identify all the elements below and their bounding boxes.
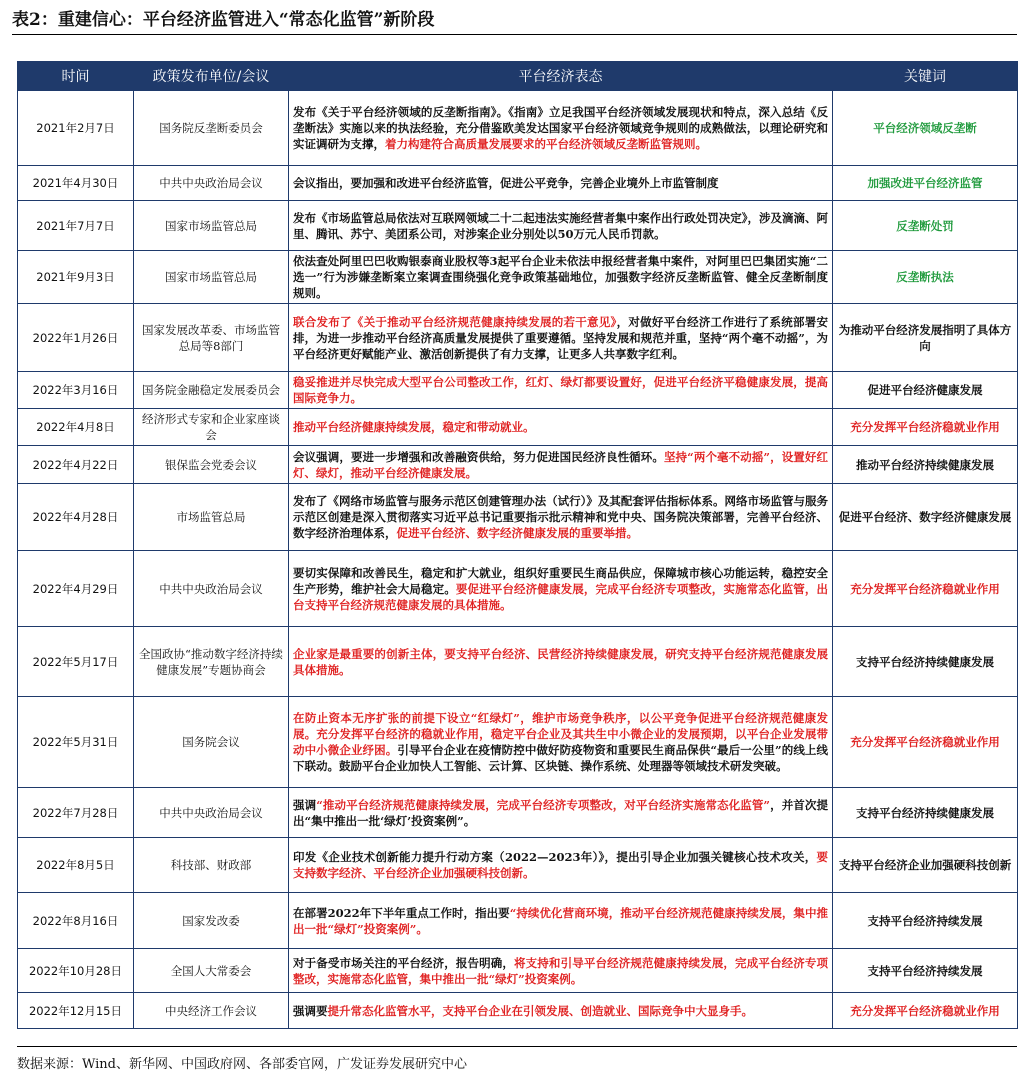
statement-segment: “持续优化营商环境，推动平台经济规范健康持续发展，集中推出一批“绿灯”投资案例”。 <box>293 905 828 936</box>
cell-time: 2022年7月28日 <box>18 788 134 838</box>
cell-keyword: 反垄断执法 <box>833 251 1018 304</box>
statement-segment: 要促进平台经济健康发展，完成平台经济专项整改，实施常态化监管，出台支持平台经济规范健康发展的具体措施。 <box>293 581 829 612</box>
cell-unit: 市场监管总局 <box>134 484 289 551</box>
cell-keyword: 支持平台经济企业加强硬科技创新 <box>833 838 1018 893</box>
statement-segment: 推动平台经济健康持续发展，稳定和带动就业。 <box>293 420 535 434</box>
table-row <box>18 484 1018 551</box>
statement-segment: 要支持数字经济、平台经济企业加强硬科技创新。 <box>293 850 828 880</box>
table-row <box>18 993 1018 1029</box>
statement-segment: 企业家是最重要的创新主体，要支持平台经济、民营经济持续健康发展，研究支持平台经济规范健康发展具体措施。 <box>293 646 828 677</box>
cell-statement <box>289 484 833 551</box>
statement-segment: 强调 <box>293 797 317 812</box>
cell-statement <box>289 409 833 446</box>
table-row <box>18 91 1018 166</box>
statement-segment: 联合发布了《关于推动平台经济规范健康持续发展的若干意见》 <box>293 314 617 329</box>
cell-unit: 全国人大常委会 <box>134 949 289 993</box>
cell-time: 2021年2月7日 <box>18 91 134 166</box>
cell-statement <box>289 788 833 838</box>
cell-keyword: 加强改进平台经济监管 <box>833 166 1018 201</box>
statement-segment: 提升常态化监管水平，支持平台企业在引领发展、创造就业、国际竞争中大显身手。 <box>327 1003 753 1018</box>
cell-time: 2022年5月31日 <box>18 697 134 788</box>
cell-unit: 中共中央政治局会议 <box>134 788 289 838</box>
table-title: 表2：重建信心：平台经济监管进入“常态化监管”新阶段 <box>12 10 435 30</box>
cell-unit: 中共中央政治局会议 <box>134 551 289 627</box>
cell-keyword: 充分发挥平台经济稳就业作用 <box>833 551 1018 627</box>
cell-time: 2022年4月8日 <box>18 409 134 446</box>
cell-statement <box>289 893 833 949</box>
cell-statement <box>289 697 833 788</box>
statement-segment: 发布《市场监管总局依法对互联网领域二十二起违法实施经营者集中案作出行政处罚决定》，涉及滴滴、阿里、腾讯、苏宁、美团系公司，对涉案企业分别处以50万元人民币罚款。 <box>293 210 828 241</box>
table-body <box>18 91 1018 1029</box>
cell-statement <box>289 201 833 251</box>
table-row <box>18 304 1018 372</box>
cell-time: 2022年4月29日 <box>18 551 134 627</box>
statement-segment: 着力构建符合高质量发展要求的平台经济领域反垄断监管规则。 <box>385 137 707 151</box>
cell-time: 2022年12月15日 <box>18 993 134 1029</box>
cell-keyword: 反垄断处罚 <box>833 201 1018 251</box>
cell-keyword: 促进平台经济、数字经济健康发展 <box>833 484 1018 551</box>
statement-segment: 将支持和引导平台经济规范健康持续发展，完成平台经济专项整改，实施常态化监管，集中推出一批“绿灯”投资案例。 <box>293 955 828 986</box>
header-keyword: 关键词 <box>833 62 1018 91</box>
cell-time: 2022年10月28日 <box>18 949 134 993</box>
statement-segment: 强调要 <box>293 1003 328 1018</box>
cell-statement <box>289 304 833 372</box>
cell-keyword: 平台经济领域反垄断 <box>833 91 1018 166</box>
statement-segment: 印发《企业技术创新能力提升行动方案（2022—2023年）》，提出引导企业加强关键核心技术攻关， <box>293 850 817 864</box>
cell-time: 2022年5月17日 <box>18 627 134 697</box>
cell-unit: 国务院反垄断委员会 <box>134 91 289 166</box>
cell-statement <box>289 993 833 1029</box>
cell-unit: 国务院会议 <box>134 697 289 788</box>
cell-statement <box>289 166 833 201</box>
cell-unit: 国家发改委 <box>134 893 289 949</box>
table-row <box>18 251 1018 304</box>
cell-time: 2021年9月3日 <box>18 251 134 304</box>
statement-segment: 引导平台企业在疫情防控中做好防疫物资和重要民生商品保供“最后一公里”的线上线下联动。鼓励平台企业加快人工智能、云计算、区块链、操作系统、处理器等领域技术研发突破。 <box>293 743 828 773</box>
table-row <box>18 893 1018 949</box>
cell-keyword: 推动平台经济持续健康发展 <box>833 446 1018 484</box>
table-header-row <box>18 62 1018 91</box>
statement-segment: 发布了《网络市场监管与服务示范区创建管理办法（试行）》及其配套评估指标体系。网络市场监管与服务示范区创建是深入贯彻落实习近平总书记重要指示批示精神和党中央、国务院决策部署，完善平台经济、数字经济治理体系， <box>293 494 828 540</box>
statement-segment: 依法查处阿里巴巴收购银泰商业股权等3起平台企业未依法申报经营者集中案件，对阿里巴巴集团实施“二选一”行为涉嫌垄断案立案调查围绕强化竞争政策基础地位，加强数字经济反垄断监管、健全反垄断制度规则。 <box>293 254 828 300</box>
cell-statement <box>289 446 833 484</box>
cell-unit: 全国政协“推动数字经济持续健康发展”专题协商会 <box>134 627 289 697</box>
cell-time: 2022年8月16日 <box>18 893 134 949</box>
cell-time: 2021年4月30日 <box>18 166 134 201</box>
cell-keyword: 支持平台经济持续发展 <box>833 949 1018 993</box>
statement-segment: 稳妥推进并尽快完成大型平台公司整改工作，红灯、绿灯都要设置好，促进平台经济平稳健康发展，提高国际竞争力。 <box>293 375 828 405</box>
cell-unit: 中共中央政治局会议 <box>134 166 289 201</box>
table-row <box>18 446 1018 484</box>
statement-segment: 会议强调，要进一步增强和改善融资供给，努力促进国民经济良性循环。 <box>293 449 664 464</box>
cell-unit: 国务院金融稳定发展委员会 <box>134 372 289 409</box>
statement-segment: “推动平台经济规范健康持续发展，完成平台经济专项整改，对平台经济实施常态化监管” <box>316 797 771 812</box>
source-note: 数据来源：Wind、新华网、中国政府网、各部委官网，广发证券发展研究中心 <box>17 1046 1017 1072</box>
cell-time: 2022年1月26日 <box>18 304 134 372</box>
cell-keyword: 充分发挥平台经济稳就业作用 <box>833 409 1018 446</box>
statement-segment: ，对做好平台经济工作进行了系统部署安排，为进一步推动平台经济高质量发展提供了重要遵循。坚持发展和规范并重，坚持“两个毫不动摇”，为平台经济更好赋能产业、激活创新提供了有力支撑，让更多人共享数字红利。 <box>293 314 828 361</box>
table-row <box>18 788 1018 838</box>
cell-statement <box>289 949 833 993</box>
cell-unit: 银保监会党委会议 <box>134 446 289 484</box>
cell-unit: 科技部、财政部 <box>134 838 289 893</box>
cell-time: 2022年8月5日 <box>18 838 134 893</box>
title-bar <box>12 6 1017 35</box>
table-row <box>18 697 1018 788</box>
cell-time: 2022年4月22日 <box>18 446 134 484</box>
cell-time: 2022年3月16日 <box>18 372 134 409</box>
cell-unit: 国家市场监管总局 <box>134 201 289 251</box>
cell-unit: 国家发展改革委、市场监管总局等8部门 <box>134 304 289 372</box>
cell-statement <box>289 372 833 409</box>
cell-keyword: 支持平台经济持续发展 <box>833 893 1018 949</box>
table-row <box>18 551 1018 627</box>
cell-statement <box>289 838 833 893</box>
statement-segment: 发布《关于平台经济领域的反垄断指南》。《指南》立足我国平台经济领域发展现状和特点，深入总结《反垄断法》实施以来的执法经验，充分借鉴欧美发达国家平台经济领域竞争规则的成熟做法，以理论研究和实证调研为支撑， <box>293 105 828 151</box>
table-row <box>18 627 1018 697</box>
cell-keyword: 支持平台经济持续健康发展 <box>833 788 1018 838</box>
cell-keyword: 充分发挥平台经济稳就业作用 <box>833 697 1018 788</box>
table-row <box>18 372 1018 409</box>
cell-statement <box>289 91 833 166</box>
statement-segment: 坚持“两个毫不动摇”，设置好红灯、绿灯，推动平台经济健康发展。 <box>293 449 828 480</box>
statement-segment: 对于备受市场关注的平台经济，报告明确， <box>293 955 515 970</box>
statement-segment: 促进平台经济、数字经济健康发展的重要举措。 <box>396 526 638 540</box>
table-row <box>18 409 1018 446</box>
cell-time: 2022年4月28日 <box>18 484 134 551</box>
cell-time: 2021年7月7日 <box>18 201 134 251</box>
header-unit: 政策发布单位/会议 <box>134 62 289 91</box>
statement-segment: 在防止资本无序扩张的前提下设立“红绿灯”，维护市场竞争秩序，以公平竞争促进平台经济规范健康发展。充分发挥平台经济的稳就业作用，稳定平台企业及其共生中小微企业的发展预期，以平台企业发展带动中小微企业纾困。 <box>293 711 828 757</box>
cell-statement <box>289 551 833 627</box>
table-row <box>18 166 1018 201</box>
cell-statement <box>289 627 833 697</box>
table-row <box>18 201 1018 251</box>
cell-keyword: 促进平台经济健康发展 <box>833 372 1018 409</box>
statement-segment: 会议指出，要加强和改进平台经济监管，促进公平竞争，完善企业境外上市监管制度 <box>293 176 719 190</box>
cell-unit: 中央经济工作会议 <box>134 993 289 1029</box>
statement-segment: 在部署2022年下半年重点工作时，指出要 <box>293 905 510 920</box>
cell-keyword: 支持平台经济持续健康发展 <box>833 627 1018 697</box>
statement-segment: 要切实保障和改善民生，稳定和扩大就业，组织好重要民生商品供应，保障城市核心功能运转，稳控安全生产形势，维护社会大局稳定。 <box>293 565 828 596</box>
cell-unit: 经济形式专家和企业家座谈会 <box>134 409 289 446</box>
cell-keyword: 为推动平台经济发展指明了具体方向 <box>833 304 1018 372</box>
header-content: 平台经济表态 <box>289 62 833 91</box>
table-row <box>18 949 1018 993</box>
policy-table <box>17 61 1018 1029</box>
statement-segment: ，并首次提出“集中推出一批‘绿灯’投资案例”。 <box>293 797 828 828</box>
cell-unit: 国家市场监管总局 <box>134 251 289 304</box>
cell-keyword: 充分发挥平台经济稳就业作用 <box>833 993 1018 1029</box>
header-time: 时间 <box>18 62 134 91</box>
cell-statement <box>289 251 833 304</box>
table-row <box>18 838 1018 893</box>
